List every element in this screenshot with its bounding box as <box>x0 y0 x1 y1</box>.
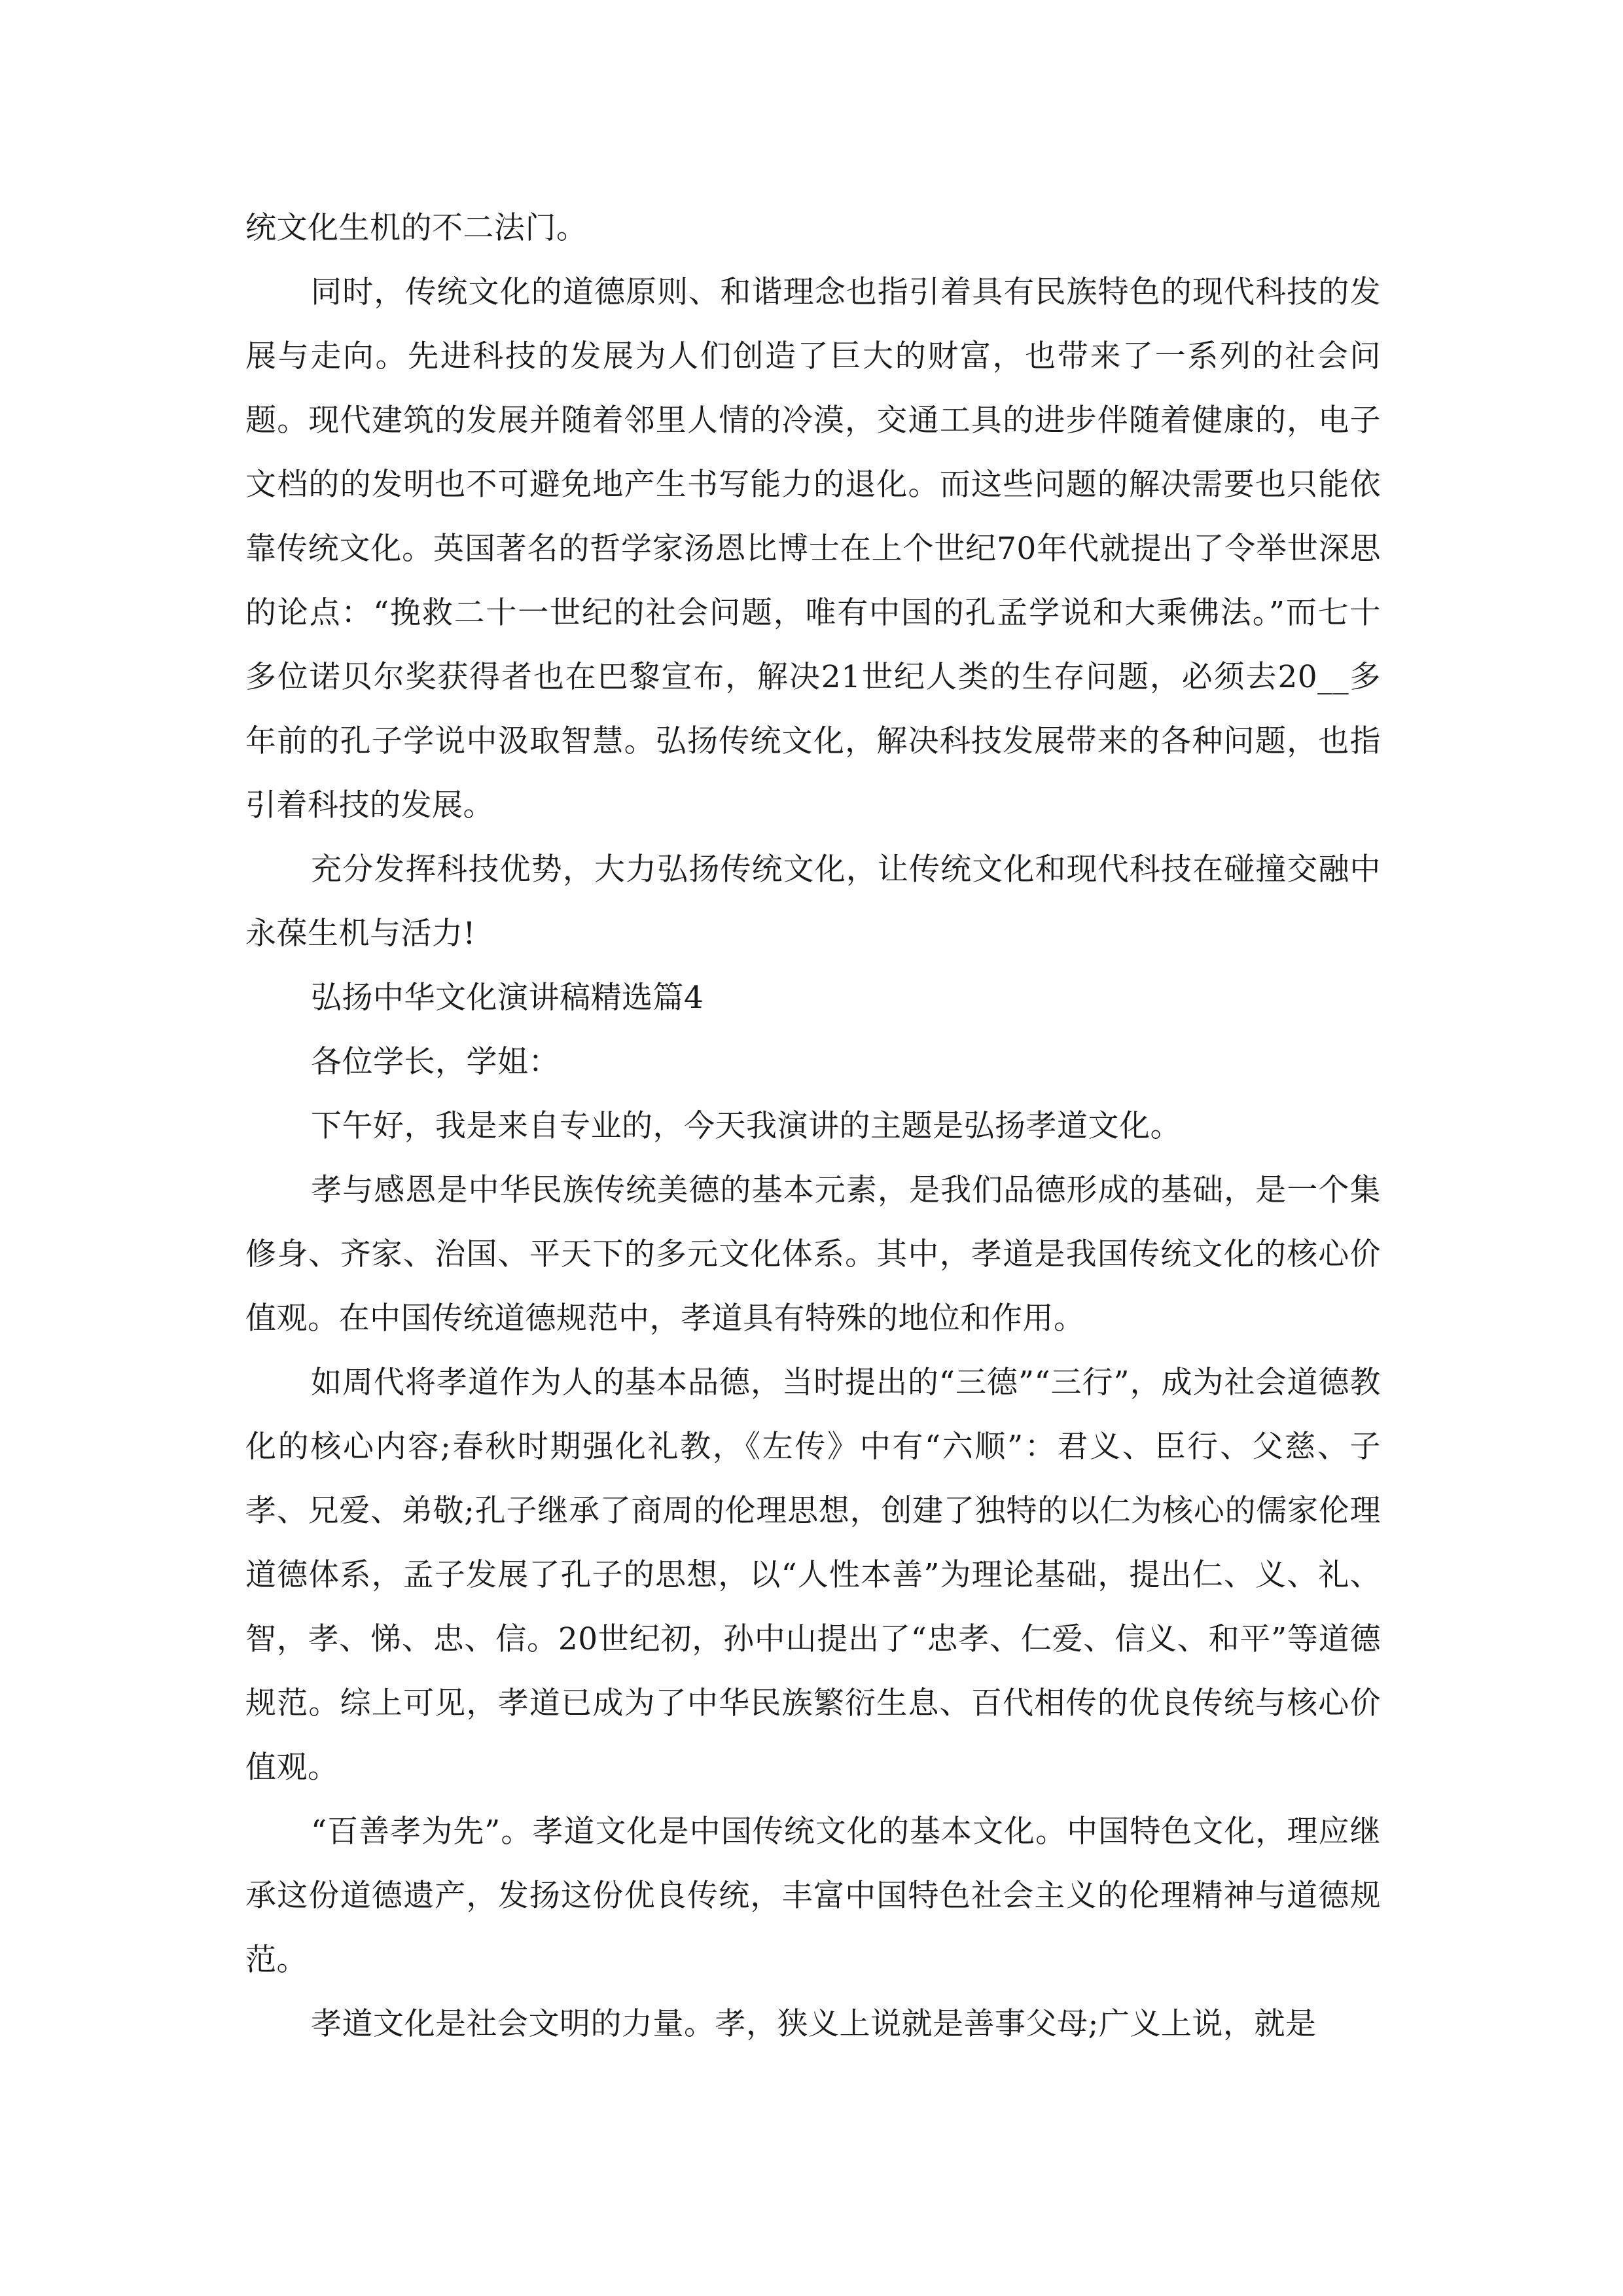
paragraph-conclusion: 充分发挥科技优势，大力弘扬传统文化，让传统文化和现代科技在碰撞交融中永葆生机与活力! <box>245 852 1381 952</box>
paragraph-continuation: 统文化生机的不二法门。 <box>245 210 588 246</box>
paragraph-tech-and-tradition: 同时，传统文化的道德原则、和谐理念也指引着具有民族特色的现代科技的发展与走向。先进科技的发展为人们创造了巨大的财富，也带来了一系列的社会问题。现代建筑的发展并随着邻里人情的冷漠，交通工具的进步伴随着健康的，电子文档的的发明也不可避免地产生书写能力的退化。而这些问题的解决需要也只能依靠传统文化。英国著名的哲学家汤恩比博士在上个世纪70年代就提出了令举世深思的论点：“挽救二十一世纪的社会问题，唯有中国的孔孟学说和大乘佛法。”而七十多位诺贝尔奖获得者也在巴黎宣布，解决21世纪人类的生存问题，必须去20__多年前的孔子学说中汲取智慧。弘扬传统文化，解决科技发展带来的各种问题，也指引着科技的发展。 <box>245 274 1381 823</box>
salutation: 各位学长，学姐： <box>311 1044 560 1080</box>
paragraph-social-civilization: 孝道文化是社会文明的力量。孝，狭义上说就是善事父母;广义上说，就是 <box>311 2006 1317 2042</box>
paragraph-filial-piety-intro: 孝与感恩是中华民族传统美德的基本元素，是我们品德形成的基础，是一个集修身、齐家、治国、平天下的多元文化体系。其中，孝道是我国传统文化的核心价值观。在中国传统道德规范中，孝道具有特殊的地位和作用。 <box>245 1172 1381 1336</box>
document-body <box>245 196 1381 2056</box>
paragraph-hundred-virtues: “百善孝为先”。孝道文化是中国传统文化的基本文化。中国特色文化，理应继承这份道德遗产，发扬这份优良传统，丰富中国特色社会主义的伦理精神与道德规范。 <box>245 1814 1381 1978</box>
paragraph-history: 如周代将孝道作为人的基本品德，当时提出的“三德”“三行”，成为社会道德教化的核心内容;春秋时期强化礼教，《左传》中有“六顺”：君义、臣行、父慈、子孝、兄爱、弟敬;孔子继承了商周的伦理思想，创建了独特的以仁为核心的儒家伦理道德体系，孟子发展了孔子的思想，以“人性本善”为理论基础，提出仁、义、礼、智，孝、悌、忠、信。20世纪初，孙中山提出了“忠孝、仁爱、信义、和平”等道德规范。综上可见，孝道已成为了中华民族繁衍生息、百代相传的优良传统与核心价值观。 <box>245 1365 1381 1785</box>
paragraph-greeting: 下午好，我是来自专业的，今天我演讲的主题是弘扬孝道文化。 <box>311 1108 1181 1144</box>
section-heading: 弘扬中华文化演讲稿精选篇4 <box>311 980 704 1016</box>
